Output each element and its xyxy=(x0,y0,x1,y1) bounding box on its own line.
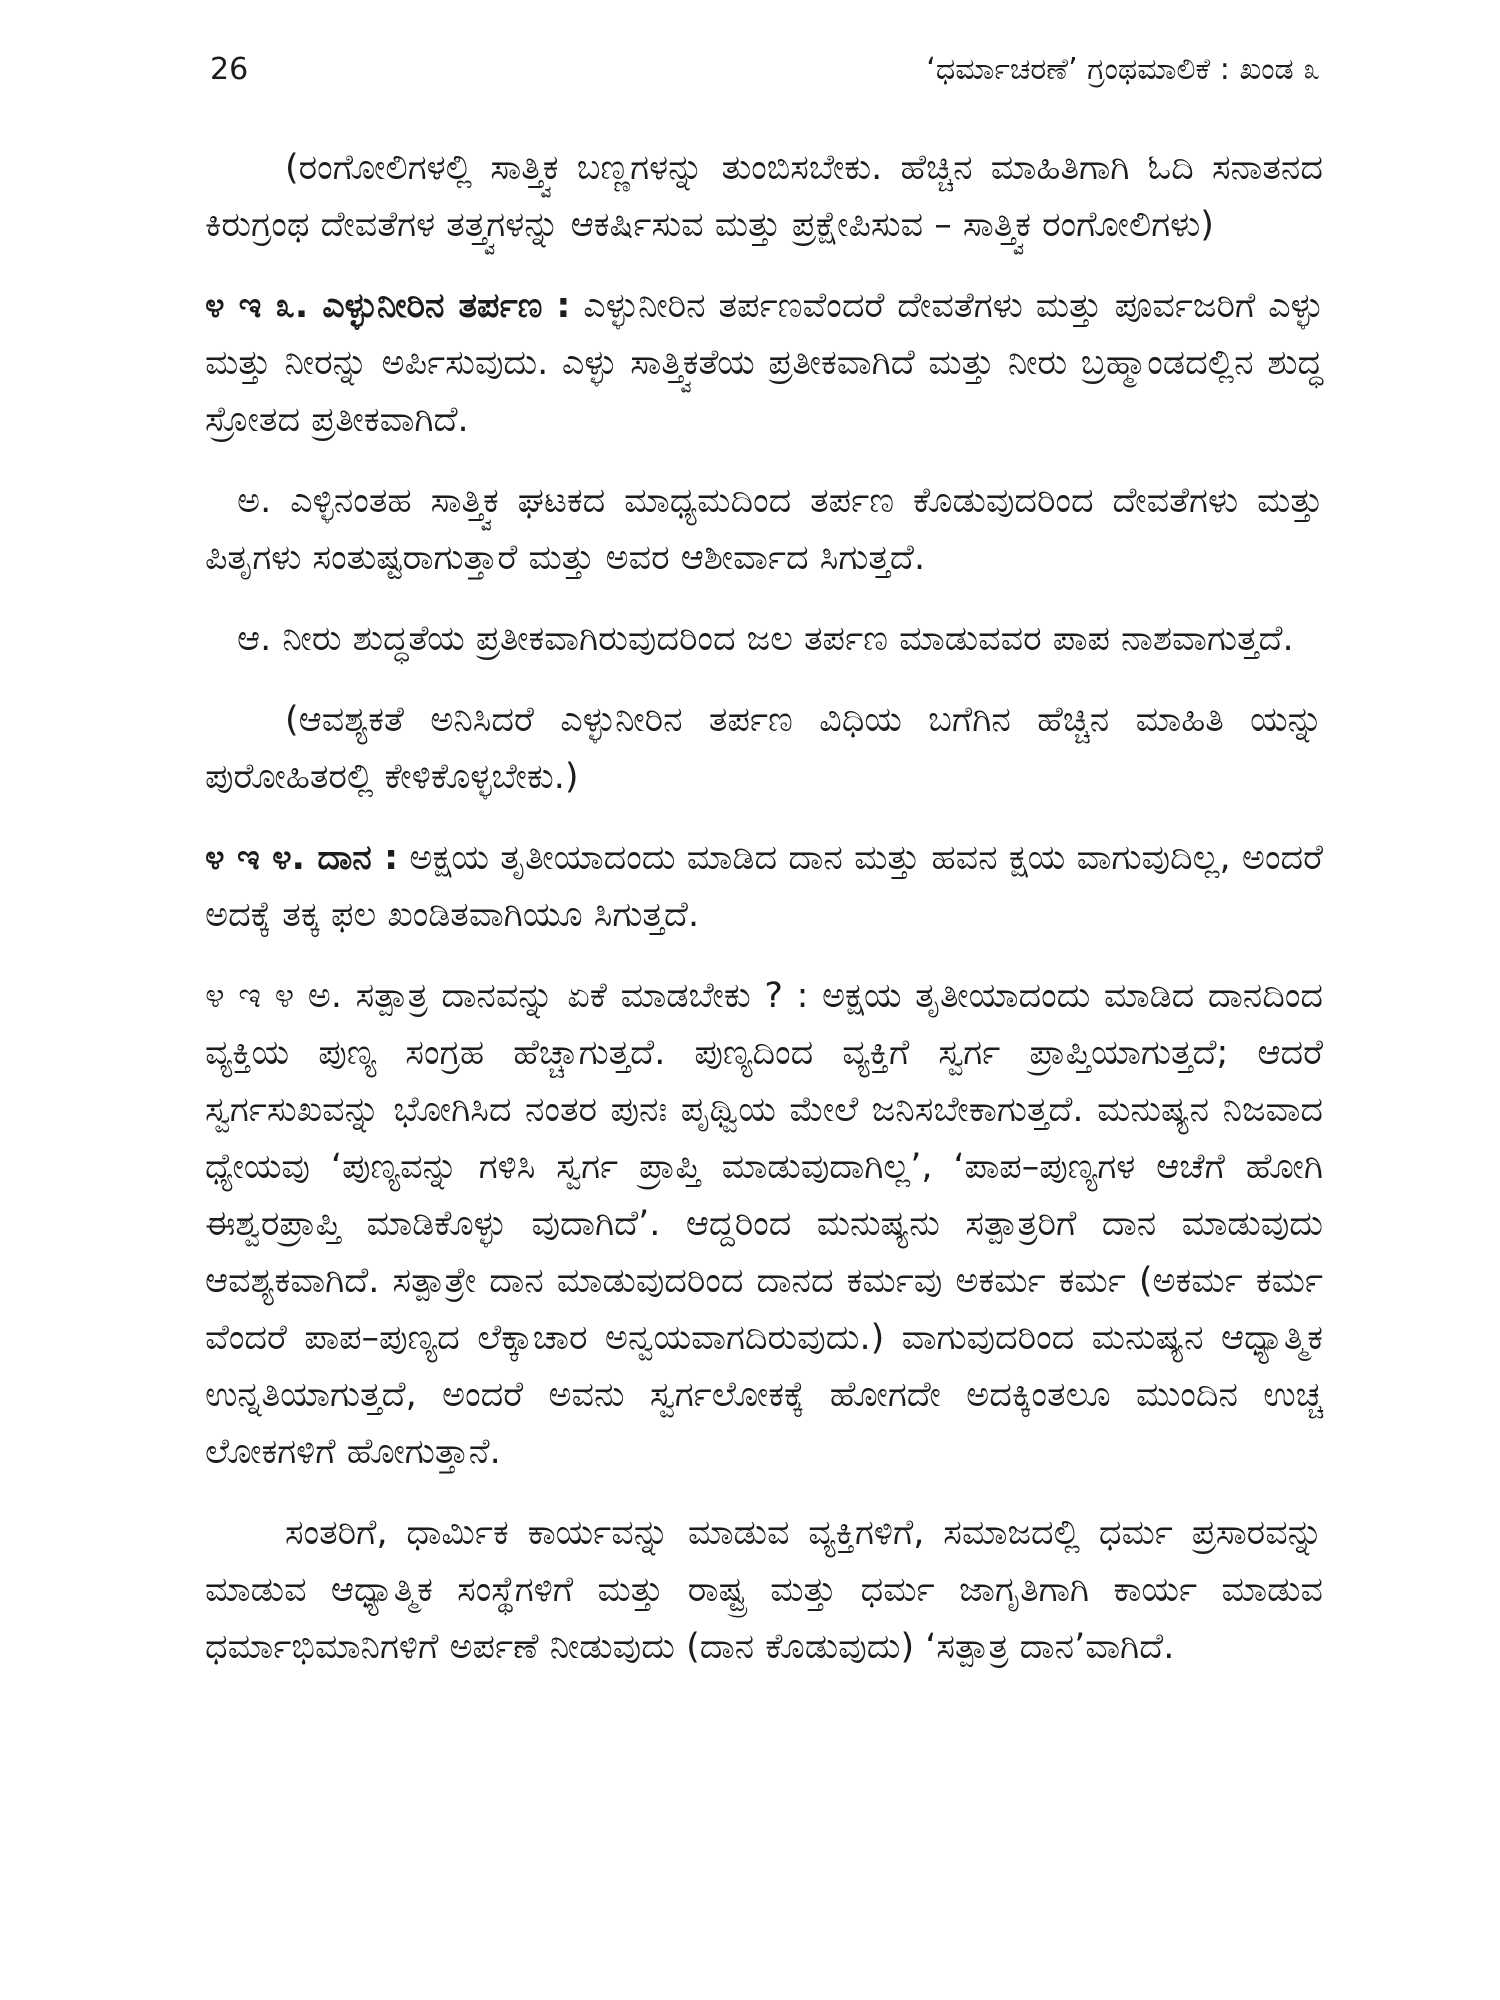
page-header xyxy=(210,48,1320,92)
paragraph-point-aa: ಆ. ನೀರು ಶುದ್ಧತೆಯ ಪ್ರತೀಕವಾಗಿರುವುದರಿಂದ ಜಲ ತರ್ಪಣ ಮಾಡುವವರ ಪಾಪ ನಾಶವಾಗುತ್ತದೆ. xyxy=(237,619,1294,659)
running-title: ‘ಧರ್ಮಾಚರಣೆ’ ಗ್ರಂಥಮಾಲಿಕೆ : ಖಂಡ ೩ xyxy=(926,52,1320,87)
paragraph-priest-note: (ಆವಶ್ಯಕತೆ ಅನಿಸಿದರೆ ಎಳ್ಳುನೀರಿನ ತರ್ಪಣ ವಿಧಿಯ ಬಗೆಗಿನ ಹೆಚ್ಚಿನ ಮಾಹಿತಿ ಯನ್ನು ಪುರೋಹಿತರಲ್ಲಿ ಕೇಳಿಕೊಳ್ಳಬೇಕು.) xyxy=(205,700,1323,797)
section-text-4-e-4: ಅಕ್ಷಯ ತೃತೀಯಾದಂದು ಮಾಡಿದ ದಾನ ಮತ್ತು ಹವನ ಕ್ಷಯ ವಾಗುವುದಿಲ್ಲ, ಅಂದರೆ ಅದಕ್ಕೆ ತಕ್ಕ ಫಲ ಖಂಡಿತವಾಗಿಯೂ ಸಿಗುತ್ತದೆ. xyxy=(205,838,1323,935)
paragraph-rangoli-note: (ರಂಗೋಲಿಗಳಲ್ಲಿ ಸಾತ್ತ್ವಿಕ ಬಣ್ಣಗಳನ್ನು ತುಂಬಿಸಬೇಕು. ಹೆಚ್ಚಿನ ಮಾಹಿತಿಗಾಗಿ ಓದಿ ಸನಾತನದ ಕಿರುಗ್ರಂಥ ದೇವತೆಗಳ ತತ್ತ್ವಗಳನ್ನು ಆಕರ್ಷಿಸುವ ಮತ್ತು ಪ್ರಕ್ಷೇಪಿಸುವ – ಸಾತ್ತ್ವಿಕ ರಂಗೋಲಿಗಳು) xyxy=(205,148,1323,245)
paragraph-satpatra-dana-definition: ಸಂತರಿಗೆ, ಧಾರ್ಮಿಕ ಕಾರ್ಯವನ್ನು ಮಾಡುವ ವ್ಯಕ್ತಿಗಳಿಗೆ, ಸಮಾಜದಲ್ಲಿ ಧರ್ಮ ಪ್ರಸಾರವನ್ನು ಮಾಡುವ ಆಧ್ಯಾತ್ಮಿಕ ಸಂಸ್ಥೆಗಳಿಗೆ ಮತ್ತು ರಾಷ್ಟ್ರ ಮತ್ತು ಧರ್ಮ ಜಾಗೃತಿಗಾಗಿ ಕಾರ್ಯ ಮಾಡುವ ಧರ್ಮಾಭಿಮಾನಿಗಳಿಗೆ ಅರ್ಪಣೆ ನೀಡುವುದು (ದಾನ ಕೊಡುವುದು) ‘ಸತ್ಪಾತ್ರ ದಾನ’ವಾಗಿದೆ. xyxy=(205,1513,1323,1667)
section-text-4-e-3: ಎಳ್ಳುನೀರಿನ ತರ್ಪಣವೆಂದರೆ ದೇವತೆಗಳು ಮತ್ತು ಪೂರ್ವಜರಿಗೆ ಎಳ್ಳು ಮತ್ತು ನೀರನ್ನು ಅರ್ಪಿಸುವುದು. ಎಳ್ಳು ಸಾತ್ತ್ವಿಕತೆಯ ಪ್ರತೀಕವಾಗಿದೆ ಮತ್ತು ನೀರು ಬ್ರಹ್ಮಾಂಡದಲ್ಲಿನ ಶುದ್ಧ ಸ್ರೋತದ ಪ್ರತೀಕವಾಗಿದೆ. xyxy=(205,286,1323,440)
paragraph-why-satpatra-dana: ೪ ಇ ೪ ಅ. ಸತ್ಪಾತ್ರ ದಾನವನ್ನು ಏಕೆ ಮಾಡಬೇಕು ? : ಅಕ್ಷಯ ತೃತೀಯಾದಂದು ಮಾಡಿದ ದಾನದಿಂದ ವ್ಯಕ್ತಿಯ ಪುಣ್ಯ ಸಂಗ್ರಹ ಹೆಚ್ಚಾಗುತ್ತದೆ. ಪುಣ್ಯದಿಂದ ವ್ಯಕ್ತಿಗೆ ಸ್ವರ್ಗ ಪ್ರಾಪ್ತಿಯಾಗುತ್ತದೆ; ಆದರೆ ಸ್ವರ್ಗಸುಖವನ್ನು ಭೋಗಿಸಿದ ನಂತರ ಪುನಃ ಪೃಥ್ವಿಯ ಮೇಲೆ ಜನಿಸಬೇಕಾಗುತ್ತದೆ. ಮನುಷ್ಯನ ನಿಜವಾದ ಧ್ಯೇಯವು ‘ಪುಣ್ಯವನ್ನು ಗಳಿಸಿ ಸ್ವರ್ಗ ಪ್ರಾಪ್ತಿ ಮಾಡುವುದಾಗಿಲ್ಲ’, ‘ಪಾಪ–ಪುಣ್ಯಗಳ ಆಚೆಗೆ ಹೋಗಿ ಈಶ್ವರಪ್ರಾಪ್ತಿ ಮಾಡಿಕೊಳ್ಳು ವುದಾಗಿದೆ’. ಆದ್ದರಿಂದ ಮನುಷ್ಯನು ಸತ್ಪಾತ್ರರಿಗೆ ದಾನ ಮಾಡುವುದು ಆವಶ್ಯಕವಾಗಿದೆ. ಸತ್ಪಾತ್ರೇ ದಾನ ಮಾಡುವುದರಿಂದ ದಾನದ ಕರ್ಮವು ಅಕರ್ಮ ಕರ್ಮ (ಅಕರ್ಮ ಕರ್ಮ ವೆಂದರೆ ಪಾಪ–ಪುಣ್ಯದ ಲೆಕ್ಕಾಚಾರ ಅನ್ವಯವಾಗದಿರುವುದು.) ವಾಗುವುದರಿಂದ ಮನುಷ್ಯನ ಆಧ್ಯಾತ್ಮಿಕ ಉನ್ನತಿಯಾಗುತ್ತದೆ, ಅಂದರೆ ಅವನು ಸ್ವರ್ಗಲೋಕಕ್ಕೆ ಹೋಗದೇ ಅದಕ್ಕಿಂತಲೂ ಮುಂದಿನ ಉಚ್ಚ ಲೋಕಗಳಿಗೆ ಹೋಗುತ್ತಾನೆ. xyxy=(205,976,1323,1472)
page-body xyxy=(205,140,1323,1700)
section-heading-4-e-4: ೪ ಇ ೪. ದಾನ : xyxy=(205,838,399,878)
paragraph-charity xyxy=(205,830,1323,944)
section-heading-4-e-3: ೪ ಇ ೩. ಎಳ್ಳುನೀರಿನ ತರ್ಪಣ : xyxy=(205,286,571,326)
paragraph-point-a: ಅ. ಎಳ್ಳಿನಂತಹ ಸಾತ್ತ್ವಿಕ ಘಟಕದ ಮಾಧ್ಯಮದಿಂದ ತರ್ಪಣ ಕೊಡುವುದರಿಂದ ದೇವತೆಗಳು ಮತ್ತು ಪಿತೃಗಳು ಸಂತುಷ್ಟರಾಗುತ್ತಾರೆ ಮತ್ತು ಅವರ ಆಶೀರ್ವಾದ ಸಿಗುತ್ತದೆ. xyxy=(205,481,1323,578)
page-number: 26 xyxy=(210,52,249,87)
paragraph-sesame-water-tarpan xyxy=(205,278,1323,449)
